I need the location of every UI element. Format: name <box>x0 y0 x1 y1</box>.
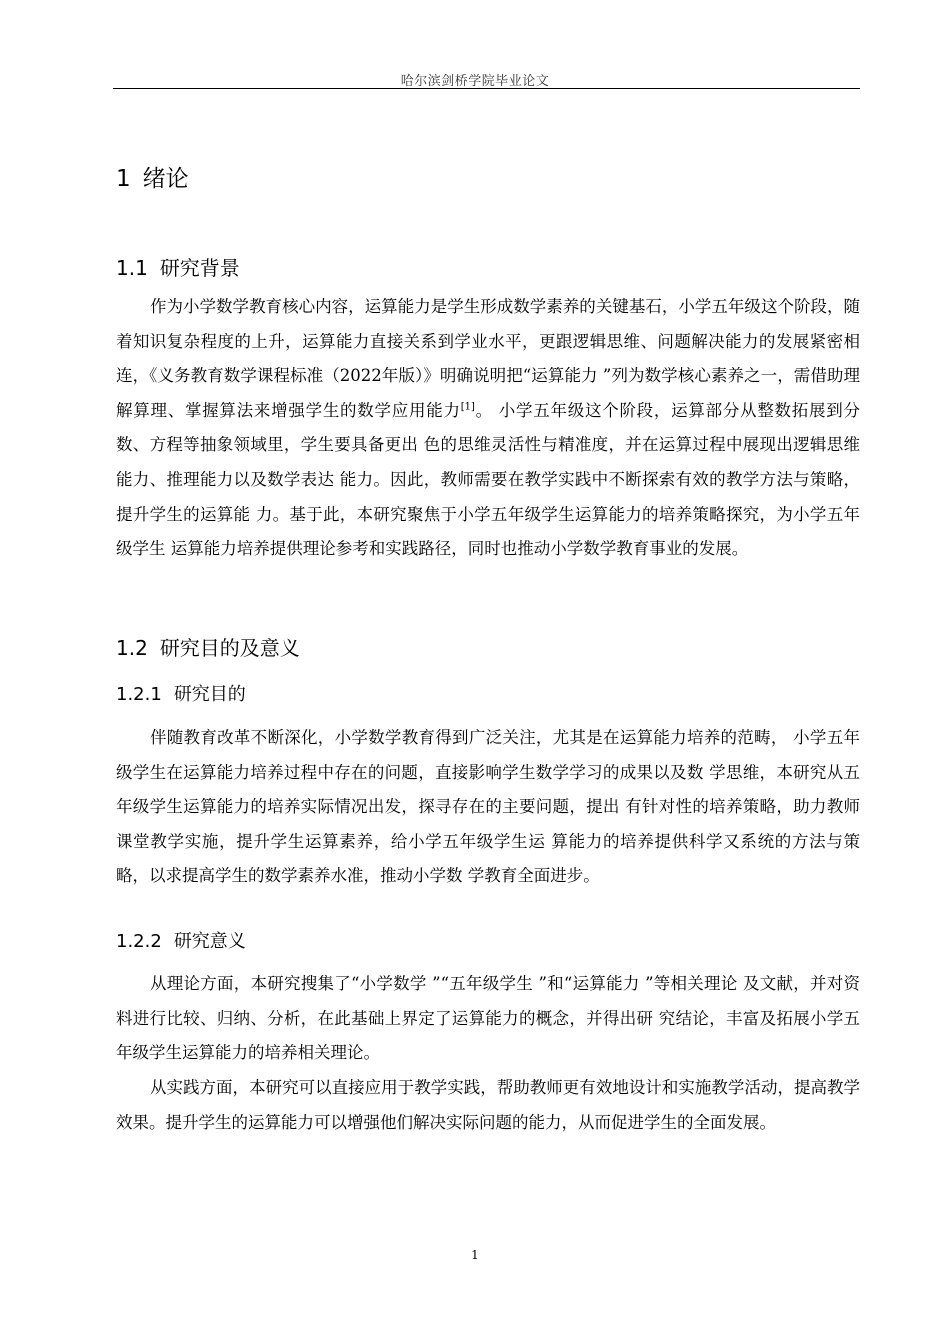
page-number: 1 <box>471 1248 479 1262</box>
background-text-part1: 作为小学数学教育核心内容，运算能力是学生形成数学素养的关键基石，小学五年级这个阶段，随着知识复杂程度的上升，运算能力直接关系到学业水平，更跟逻辑思维、问题解决能力的发展紧密相连，《义务教育数学课程标准（2022年版）》明确说明把“运算能力 ”列为数学核心素养之一，需借助理解算理、掌握算法来增强学生的数学应用能力 <box>116 297 860 420</box>
section-title: 研究背景 <box>159 256 240 280</box>
section-number: 1.1 <box>116 256 148 280</box>
chapter-heading <box>116 160 189 193</box>
section-title: 研究目的及意义 <box>159 636 300 660</box>
significance-theory-paragraph: 从理论方面，本研究搜集了“小学数学 ”“五年级学生 ”和“运算能力 ”等相关理论 及文献，并对资料进行比较、归纳、分析，在此基础上界定了运算能力的概念，并得出研 究结论，丰富及拓展小学五年级学生运算能力的培养相关理论。 <box>116 974 860 1063</box>
section-number: 1.2 <box>116 636 148 660</box>
subsection-title: 研究目的 <box>173 684 246 705</box>
running-header: 哈尔滨剑桥学院毕业论文 <box>400 74 550 89</box>
subsection-heading-purpose <box>116 680 246 706</box>
background-paragraph <box>116 290 860 567</box>
subsection-title: 研究意义 <box>173 931 246 952</box>
section-heading-purpose-significance <box>116 632 300 661</box>
chapter-number: 1 <box>116 166 131 192</box>
subsection-heading-significance <box>116 927 246 953</box>
subsection-number: 1.2.2 <box>116 931 162 952</box>
citation-reference: [1] <box>460 401 475 413</box>
significance-practice-paragraph: 从实践方面，本研究可以直接应用于教学实践，帮助教师更有效地设计和实施教学活动，提高教学效果。提升学生的运算能力可以增强他们解决实际问题的能力，从而促进学生的全面发展。 <box>116 1078 860 1132</box>
section-heading-background <box>116 252 240 281</box>
header-divider <box>113 88 860 89</box>
purpose-paragraph: 伴随教育改革不断深化，小学数学教育得到广泛关注，尤其是在运算能力培养的范畴， 小学五年级学生在运算能力培养过程中存在的问题，直接影响学生数学学习的成果以及数 学思维，本研究从五年级学生运算能力的培养实际情况出发，探寻存在的主要问题，提出 有针对性的培养策略，助力教师课堂教学实施，提升学生运算素养，给小学五年级学生运 算能力的培养提供科学又系统的方法与策略，以求提高学生的数学素养水准，推动小学数 学教育全面进步。 <box>116 728 860 886</box>
chapter-title: 绪论 <box>142 166 189 192</box>
background-text-part2: 。 小学五年级这个阶段，运算部分从整数拓展到分数、方程等抽象领域里，学生要具备更出 色的思维灵活性与精准度，并在运算过程中展现出逻辑思维能力、推理能力以及数学表达 能力。因此，教师需要在教学实践中不断探索有效的教学方法与策略，提升学生的运算能 力。基于此，本研究聚焦于小学五年级学生运算能力的培养策略探究，为小学五年级学生 运算能力培养提供理论参考和实践路径，同时也推动小学数学教育事业的发展。 <box>116 400 860 559</box>
subsection-number: 1.2.1 <box>116 684 162 705</box>
